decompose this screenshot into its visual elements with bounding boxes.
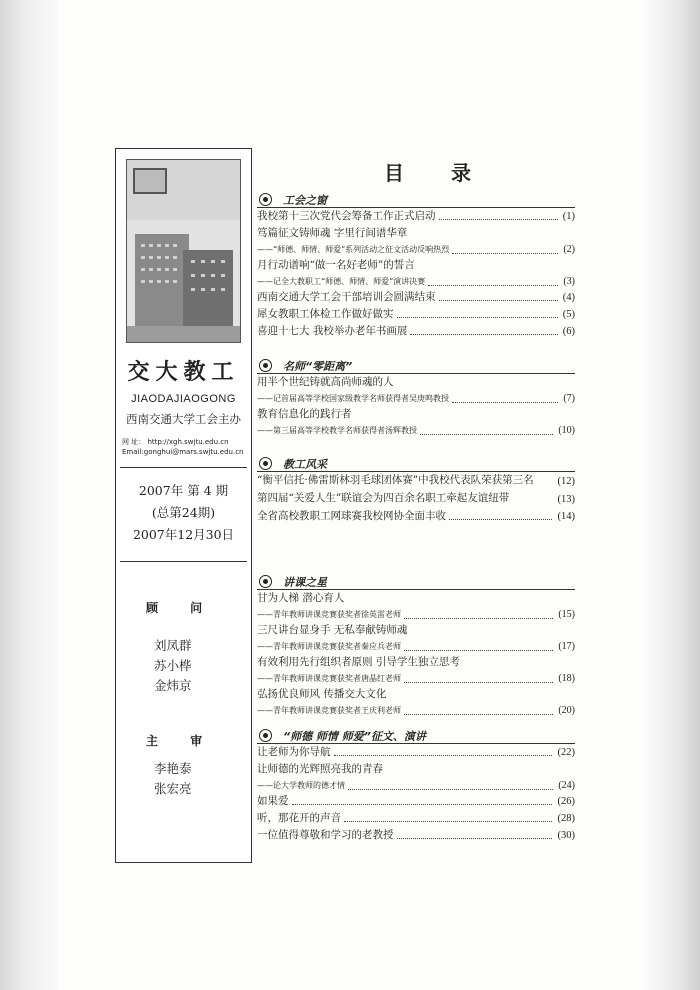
divider	[120, 561, 247, 562]
entry-page: (10)	[558, 425, 575, 436]
bullet-circle-icon	[259, 359, 272, 372]
entry-title: 犀女教职工体检工作做好做实	[257, 308, 394, 320]
entry-title: ——青年教师讲课竞赛获奖者王庆利老师	[257, 706, 401, 715]
leader-dots	[344, 810, 552, 822]
issue-date: 2007年12月30日	[132, 527, 235, 542]
entry-title: 教育信息化的践行者	[257, 408, 352, 420]
entry-page: (4)	[562, 292, 575, 303]
entry-title: ——记全大教职工“师德、师情、师爱”演讲决赛	[257, 277, 426, 286]
logo-icon	[133, 168, 167, 194]
entry-page: (6)	[562, 326, 575, 337]
entry-title: 用半个世纪铸就高尚师魂的人	[257, 376, 394, 388]
entry-title: ——记首届高等学校国家级教学名师获得者吴庚鸣教授	[257, 394, 449, 403]
entry-title: “衡平信托·佛雷斯林羽毛球团体赛”中我校代表队荣获第三名	[257, 474, 534, 486]
entry-title: ——“师德、师情、师爱”系列活动之征文活动反响热烈	[257, 245, 450, 254]
entry-title: 我校第十三次党代会筹备工作正式启动	[257, 210, 436, 222]
leader-dots	[397, 827, 552, 839]
entry-title: ——青年教师讲课竞赛获奖者秦应兵老师	[257, 642, 401, 651]
toc-entry[interactable]	[257, 810, 575, 827]
website: 网 址： http://xgh.swjtu.edu.cn	[122, 438, 229, 446]
leader-dots	[420, 423, 553, 435]
bullet-circle-icon	[259, 457, 272, 470]
entry-title: 甘为人梯 潜心育人	[257, 592, 345, 604]
toc-entry[interactable]	[257, 208, 575, 225]
bullet-circle-icon	[259, 729, 272, 742]
entry-title: ——第三届高等学校教学名师获得者汤辉教授	[257, 426, 417, 435]
entry-page: (14)	[557, 511, 575, 522]
toc-entry[interactable]	[257, 323, 575, 340]
toc-subtitle[interactable]	[257, 671, 575, 686]
leader-dots	[410, 323, 558, 335]
toc-entry[interactable]	[257, 472, 575, 490]
toc-subtitle[interactable]	[257, 778, 575, 793]
toc-entry[interactable]	[257, 374, 575, 391]
toc-entry[interactable]	[257, 490, 575, 508]
entry-title: 笃篇征文铸师魂 字里行间谱华章	[257, 227, 408, 239]
toc-entry[interactable]	[257, 622, 575, 639]
toc-entry[interactable]	[257, 225, 575, 242]
section-header	[257, 456, 575, 472]
editor-name: 张宏亮	[154, 781, 192, 796]
entry-title: 西南交通大学工会干部培训会圆满结束	[257, 291, 436, 303]
advisor-name: 刘凤群	[154, 638, 192, 653]
leader-dots	[428, 274, 558, 286]
editor-name: 李艳泰	[154, 761, 192, 776]
toc-subtitle[interactable]	[257, 391, 575, 406]
section-label: “师德 师情 师爱”征文、演讲	[283, 730, 426, 743]
leader-dots	[404, 671, 553, 683]
entry-title: ——青年教师讲课竞赛获奖者徐英雷老师	[257, 610, 401, 619]
toc-entry[interactable]	[257, 257, 575, 274]
issue-number: 2007年 第 4 期	[138, 483, 229, 498]
divider	[120, 467, 247, 468]
toc-entry[interactable]	[257, 827, 575, 844]
entry-page: (5)	[562, 309, 575, 320]
advisor-name: 苏小桦	[154, 658, 192, 673]
section-label: 名师“零距离”	[283, 360, 353, 373]
magazine-pinyin: JIAODAJIAOGONG	[131, 393, 236, 405]
masthead-box	[115, 148, 252, 863]
entry-page: (3)	[563, 276, 575, 287]
entry-page: (13)	[557, 494, 575, 505]
bullet-circle-icon	[259, 575, 272, 588]
entry-page: (24)	[558, 780, 575, 791]
toc-subtitle[interactable]	[257, 607, 575, 622]
entry-title: 第四届“关爱人生”联谊会为四百余名职工牵起友谊纽带	[257, 492, 510, 504]
entry-page: (30)	[557, 830, 575, 841]
entry-title: 喜迎十七大 我校举办老年书画展	[257, 325, 408, 337]
entry-page: (12)	[557, 476, 575, 487]
page-shadow-left	[0, 0, 58, 990]
leader-dots	[404, 607, 553, 619]
magazine-host: 西南交通大学工会主办	[126, 412, 241, 426]
leader-dots	[334, 744, 552, 756]
entry-title: 弘扬优良师风 传播交大文化	[257, 688, 387, 700]
toc-subtitle[interactable]	[257, 274, 575, 289]
entry-title: 听，那花开的声音	[257, 812, 341, 824]
contact-info	[122, 437, 243, 457]
entry-page: (17)	[558, 641, 575, 652]
entry-title: 一位值得尊敬和学习的老教授	[257, 829, 394, 841]
entry-page: (20)	[558, 705, 575, 716]
toc-entry[interactable]	[257, 306, 575, 323]
entry-page: (2)	[563, 244, 575, 255]
entry-page: (22)	[557, 747, 575, 758]
toc-section	[257, 358, 575, 438]
toc-entry[interactable]	[257, 686, 575, 703]
magazine-title: 交大教工	[127, 359, 240, 385]
entry-page: (7)	[563, 393, 575, 404]
leader-dots	[439, 208, 558, 220]
entry-title: 如果爱	[257, 795, 289, 807]
toc-entry[interactable]	[257, 654, 575, 671]
total-issue: (总第24期)	[151, 505, 216, 520]
section-header	[257, 574, 575, 590]
section-header	[257, 728, 575, 744]
toc-subtitle[interactable]	[257, 639, 575, 654]
leader-dots	[397, 306, 558, 318]
email: Email:gonghui@mars.swjtu.edu.cn	[122, 448, 244, 456]
toc-entry[interactable]	[257, 289, 575, 306]
leader-dots	[404, 703, 553, 715]
entry-title: ——论大学教师的德才情	[257, 781, 345, 790]
advisor-name: 金炜京	[154, 678, 192, 693]
toc-subtitle[interactable]	[257, 242, 575, 257]
toc-subtitle[interactable]	[257, 423, 575, 438]
toc-section	[257, 192, 575, 340]
toc-section	[257, 574, 575, 718]
leader-dots	[292, 793, 552, 805]
entry-page: (18)	[558, 673, 575, 684]
entry-page: (26)	[557, 796, 575, 807]
leader-dots	[452, 242, 558, 254]
cover-photo	[126, 159, 241, 343]
section-label: 讲课之星	[283, 576, 327, 589]
toc-entry[interactable]	[257, 508, 575, 525]
entry-title: 月行动谱响“做一名好老师”的誓言	[257, 259, 415, 271]
bullet-circle-icon	[259, 193, 272, 206]
entry-page: (15)	[558, 609, 575, 620]
toc-entry[interactable]	[257, 761, 575, 778]
entry-title: ——青年教师讲课竞赛获奖者唐晶红老师	[257, 674, 401, 683]
entry-page: (1)	[562, 211, 575, 222]
entry-title: 三尺讲台显身手 无私奉献铸师魂	[257, 624, 408, 636]
advisors-title: 顾 问	[146, 601, 217, 615]
toc-entry[interactable]	[257, 590, 575, 607]
toc-title: 目 录	[384, 161, 491, 185]
toc-section	[257, 456, 575, 525]
section-label: 工会之窗	[283, 194, 327, 207]
leader-dots	[404, 639, 553, 651]
toc-subtitle[interactable]	[257, 703, 575, 718]
leader-dots	[348, 778, 553, 790]
page-shadow-right	[640, 0, 700, 990]
entry-title: 有效利用先行组织者原则 引导学生独立思考	[257, 656, 460, 668]
section-label: 教工风采	[283, 458, 327, 471]
entry-page: (28)	[557, 813, 575, 824]
toc-entry[interactable]	[257, 744, 575, 761]
leader-dots	[449, 508, 552, 520]
entry-title: 让师德的光辉照亮我的青春	[257, 763, 383, 775]
section-header	[257, 358, 575, 374]
editors-title: 主 审	[146, 734, 217, 748]
entry-title: 全省高校教职工网球赛我校网协全面丰收	[257, 510, 446, 522]
leader-dots	[439, 289, 558, 301]
toc-entry[interactable]	[257, 406, 575, 423]
entry-title: 让老师为你导航	[257, 746, 331, 758]
leader-dots	[452, 391, 558, 403]
toc-entry[interactable]	[257, 793, 575, 810]
section-header	[257, 192, 575, 208]
toc-section	[257, 728, 575, 844]
